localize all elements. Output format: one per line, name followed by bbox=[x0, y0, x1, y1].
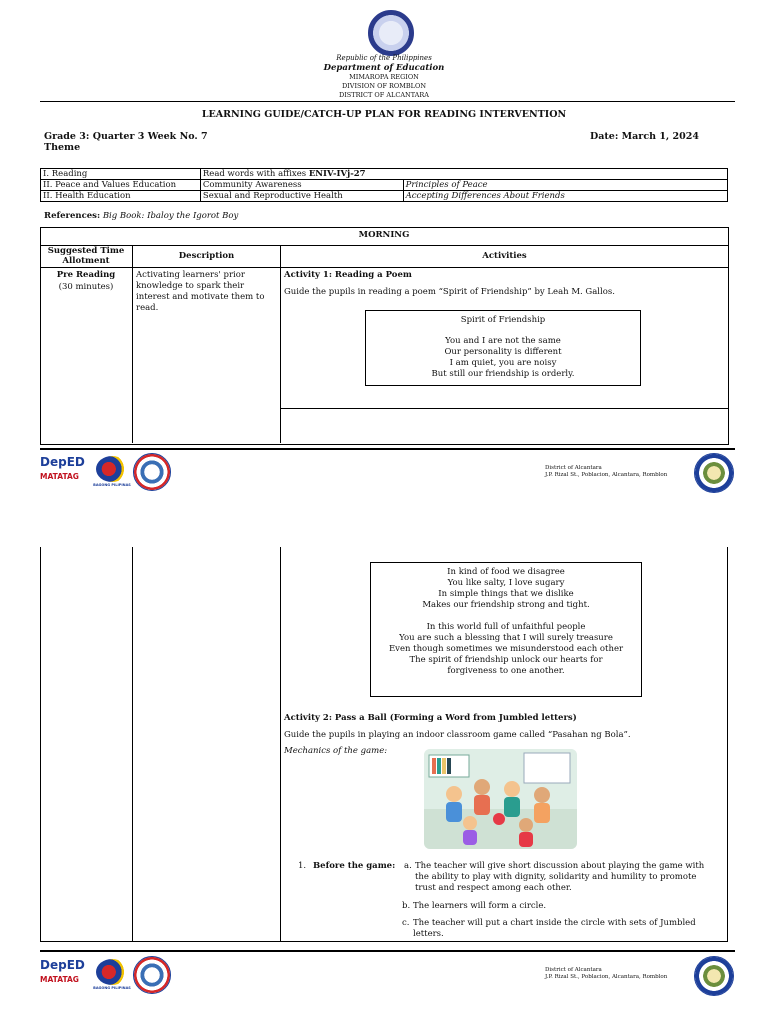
poem-line: You and I are not the same bbox=[445, 336, 561, 346]
activity1-title: Activity 1: Reading a Poem bbox=[284, 270, 412, 280]
subject-row bbox=[41, 191, 728, 202]
subject-row bbox=[41, 169, 728, 180]
deped-logo: DepED bbox=[40, 455, 85, 469]
table-border-bottom bbox=[40, 941, 728, 942]
bagong-pilipinas-text: BAGONG PILIPINAS bbox=[93, 483, 131, 487]
subject-topic: Community Awareness bbox=[200, 180, 403, 191]
grade-line: Grade 3: Quarter 3 Week No. 7 bbox=[44, 131, 208, 142]
bagong-pilipinas-logo bbox=[96, 456, 128, 482]
duration-label: (30 minutes) bbox=[58, 282, 114, 292]
poem-line: In simple things that we dislike bbox=[438, 589, 574, 599]
subjects-table bbox=[40, 168, 728, 202]
subject-topic: Read words with affixes ENIV-IVj-27 bbox=[200, 169, 727, 180]
col-time-header: Suggested Time Allotment bbox=[47, 246, 125, 266]
activity2-text: Guide the pupils in playing an indoor classroom game called “Pasahan ng Bola”. bbox=[284, 730, 631, 740]
address-line-2: J.P. Rizal St., Poblacion, Alcantara, Romblon bbox=[545, 974, 668, 980]
poem-line: In this world full of unfaithful people bbox=[426, 622, 586, 632]
col-act-header: Activities bbox=[482, 251, 527, 261]
republic-line: Republic of the Philippines bbox=[336, 54, 432, 62]
col-divider bbox=[132, 245, 133, 443]
matatag-logo: MATATAG bbox=[40, 975, 79, 984]
subject-focus: Accepting Differences About Friends bbox=[403, 191, 727, 202]
poem-line: Even though sometimes we misunderstood each other bbox=[388, 644, 624, 654]
col-desc-header: Description bbox=[178, 251, 235, 261]
page-title: LEARNING GUIDE/CATCH-UP PLAN FOR READING INTERVENTION bbox=[201, 109, 567, 120]
poem-line: You are such a blessing that I will surely treasure bbox=[399, 633, 613, 643]
phase-label: Pre Reading bbox=[56, 270, 116, 280]
division-seal-icon bbox=[133, 453, 171, 491]
step-a-marker: a. bbox=[404, 861, 412, 871]
division-line: DIVISION OF ROMBLON bbox=[341, 82, 427, 90]
poem-line: Makes our friendship strong and tight. bbox=[422, 600, 590, 610]
address-line-1: District of Alcantara bbox=[545, 967, 602, 973]
subject-name: I. Reading bbox=[41, 169, 201, 180]
references: References: Big Book: Ibaloy the Igorot Boy bbox=[44, 211, 239, 221]
mechanics-label: Mechanics of the game: bbox=[284, 746, 388, 756]
col-divider bbox=[280, 245, 281, 443]
poem-line: But still our friendship is orderly. bbox=[431, 369, 575, 379]
department-line: Department of Education bbox=[323, 63, 445, 73]
poem-line: In kind of food we disagree bbox=[447, 567, 565, 577]
subject-name: II. Peace and Values Education bbox=[41, 180, 201, 191]
table-border-left bbox=[40, 547, 41, 941]
step-c-text: The teacher will put a chart inside the circle with sets of Jumbled letters. bbox=[413, 918, 696, 939]
poem-line: You like salty, I love sugary bbox=[447, 578, 565, 588]
table-border-right bbox=[727, 547, 728, 941]
activity1-text: Guide the pupils in reading a poem “Spirit of Friendship” by Leah M. Gallos. bbox=[284, 287, 615, 297]
step-b-marker: b. bbox=[402, 901, 411, 911]
poem-line: Our personality is different bbox=[444, 347, 562, 357]
step-a-text: The teacher will give short discussion about playing the game with the ability to play with dignity, solidarity and humility to promote trust and respect among each other. bbox=[415, 861, 705, 893]
matatag-logo: MATATAG bbox=[40, 472, 79, 481]
district-line: DISTRICT OF ALCANTARA bbox=[339, 91, 429, 99]
step-b-text: The learners will form a circle. bbox=[413, 901, 547, 911]
footer-rule bbox=[40, 448, 735, 450]
row-divider bbox=[40, 267, 728, 268]
section-label: MORNING bbox=[358, 230, 410, 240]
address-line-2: J.P. Rizal St., Poblacion, Alcantara, Romblon bbox=[545, 472, 668, 478]
header-rule bbox=[40, 101, 735, 102]
col-divider bbox=[280, 547, 281, 941]
poem-line: I am quiet, you are noisy bbox=[449, 358, 557, 368]
poem-box-1 bbox=[365, 310, 641, 386]
region-line: MIMAROPA REGION bbox=[349, 73, 419, 81]
step-c-marker: c. bbox=[402, 918, 410, 928]
description-text: Activating learners' prior knowledge to spark their interest and motivate them to read. bbox=[136, 270, 265, 313]
poem-box-2 bbox=[370, 562, 642, 697]
bagong-pilipinas-text: BAGONG PILIPINAS bbox=[93, 986, 131, 990]
district-seal-icon bbox=[694, 453, 734, 493]
division-seal-icon bbox=[133, 956, 171, 994]
deped-seal bbox=[368, 10, 414, 56]
district-seal-icon bbox=[694, 956, 734, 996]
date-line: Date: March 1, 2024 bbox=[590, 131, 699, 142]
deped-logo: DepED bbox=[40, 958, 85, 972]
step-label: Before the game: bbox=[313, 861, 396, 871]
step-number: 1. bbox=[298, 861, 307, 871]
children-playing-illustration bbox=[424, 749, 577, 849]
poem-line: forgiveness to one another. bbox=[447, 666, 565, 676]
activity2-title: Activity 2: Pass a Ball (Forming a Word from Jumbled letters) bbox=[284, 713, 577, 723]
poem-title: Spirit of Friendship bbox=[460, 315, 546, 325]
subject-name: II. Health Education bbox=[41, 191, 201, 202]
subject-row bbox=[41, 180, 728, 191]
row-divider bbox=[40, 245, 728, 246]
bagong-pilipinas-logo bbox=[96, 959, 128, 985]
poem-line: The spirit of friendship unlock our hearts for bbox=[409, 655, 603, 665]
subject-topic: Sexual and Reproductive Health bbox=[200, 191, 403, 202]
row-divider bbox=[280, 408, 728, 409]
col-divider bbox=[132, 547, 133, 941]
theme-label: Theme bbox=[44, 142, 81, 153]
subject-focus: Principles of Peace bbox=[403, 180, 727, 191]
address-line-1: District of Alcantara bbox=[545, 465, 602, 471]
footer-rule bbox=[40, 950, 735, 952]
